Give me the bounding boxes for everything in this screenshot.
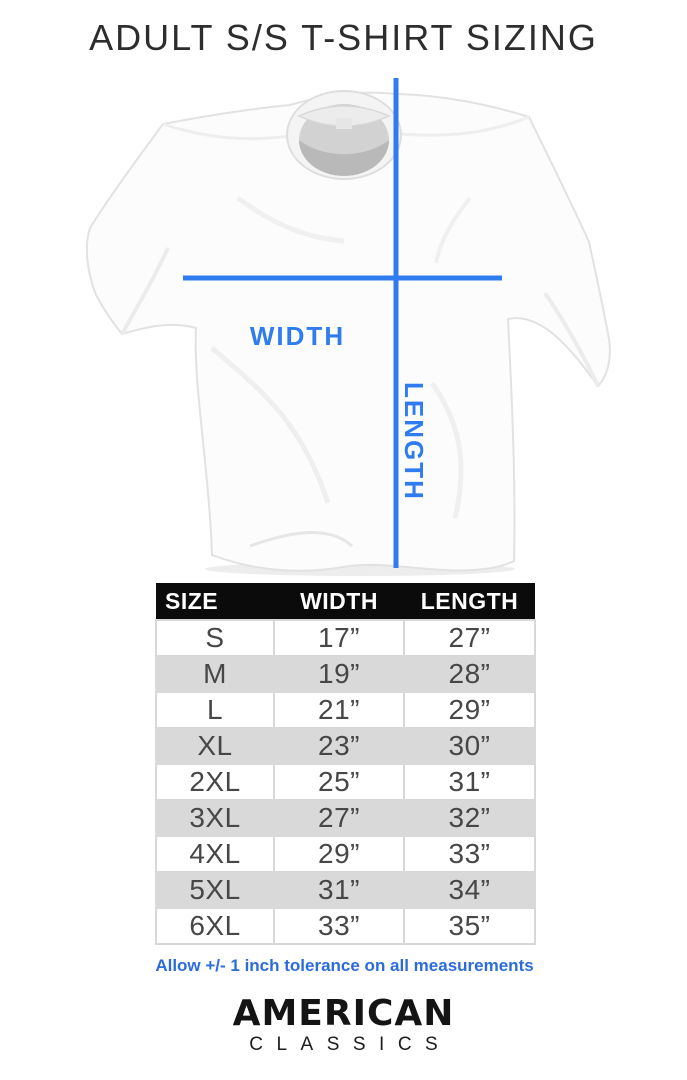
width-cell: 31” [274,872,404,908]
size-table-header [156,583,535,620]
size-cell: M [156,656,274,692]
width-cell: 29” [274,836,404,872]
width-measure-label: WIDTH [249,321,346,351]
size-cell: XL [156,728,274,764]
size-table-row [156,692,535,728]
length-cell: 34” [404,872,535,908]
length-cell: 33” [404,836,535,872]
column-header-length: LENGTH [404,583,535,620]
size-table-row [156,800,535,836]
size-table-row [156,764,535,800]
size-cell: 4XL [156,836,274,872]
size-table-row [156,728,535,764]
size-table-row [156,836,535,872]
size-cell: 3XL [156,800,274,836]
size-cell: 2XL [156,764,274,800]
tshirt-diagram [0,78,687,578]
length-cell: 35” [404,908,535,944]
column-header-width: WIDTH [274,583,404,620]
width-cell: 27” [274,800,404,836]
size-table [155,583,536,945]
tolerance-note: Allow +/- 1 inch tolerance on all measurements [155,956,534,975]
brand-name: AMERICAN [232,993,455,1034]
length-cell: 29” [404,692,535,728]
size-table-row [156,908,535,944]
size-table-container [155,583,534,945]
width-cell: 25” [274,764,404,800]
brand-subname: CLASSICS [249,1034,452,1055]
size-table-row [156,656,535,692]
size-cell: 6XL [156,908,274,944]
length-measure-line [394,78,399,568]
size-cell: L [156,692,274,728]
brand-logo [0,993,687,1055]
size-table-row [156,872,535,908]
width-cell: 33” [274,908,404,944]
size-table-body [156,620,535,944]
length-cell: 30” [404,728,535,764]
width-cell: 23” [274,728,404,764]
length-cell: 31” [404,764,535,800]
length-cell: 28” [404,656,535,692]
length-cell: 27” [404,620,535,656]
length-cell: 32” [404,800,535,836]
size-table-row [156,620,535,656]
size-cell: 5XL [156,872,274,908]
size-cell: S [156,620,274,656]
width-cell: 21” [274,692,404,728]
page-title: ADULT S/S T-SHIRT SIZING [89,17,598,58]
width-cell: 19” [274,656,404,692]
width-measure-line [183,276,502,281]
width-cell: 17” [274,620,404,656]
length-measure-label: LENGTH [399,382,429,501]
column-header-size: SIZE [156,583,274,620]
